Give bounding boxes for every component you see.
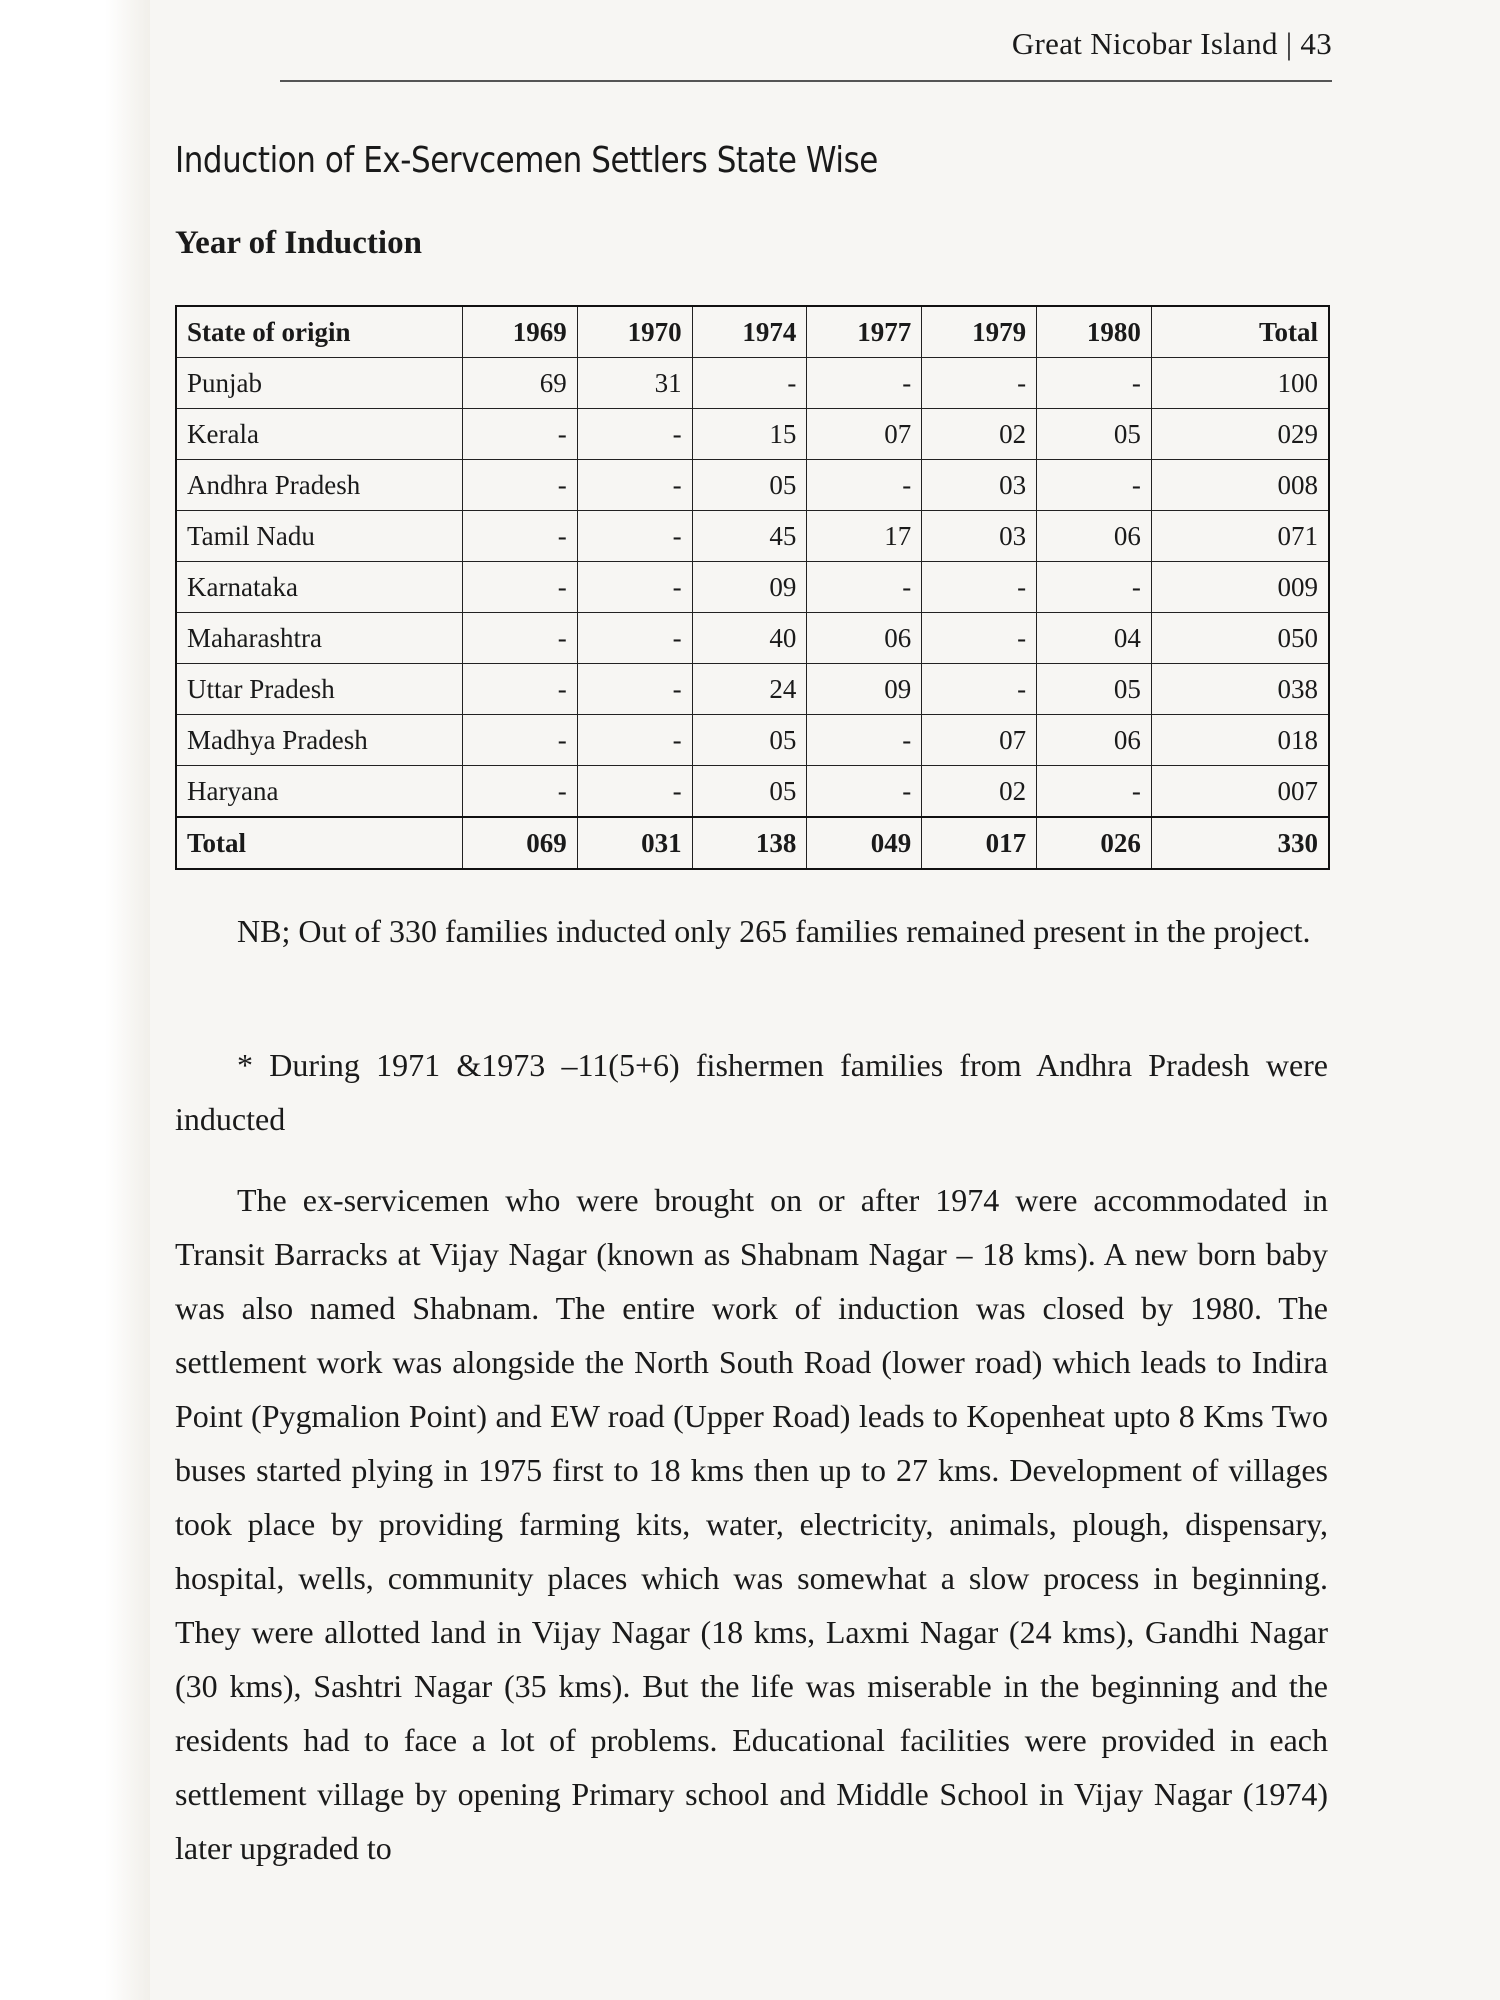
- table-total-row: [176, 817, 1329, 869]
- total-cell: 017: [922, 817, 1037, 869]
- table-subtitle: Year of Induction: [175, 225, 422, 261]
- table-cell: 029: [1151, 409, 1329, 460]
- table-cell: 07: [922, 715, 1037, 766]
- table-cell: 69: [462, 358, 577, 409]
- table-cell: -: [462, 409, 577, 460]
- table-cell: -: [577, 715, 692, 766]
- table-cell: -: [462, 562, 577, 613]
- table-cell: -: [577, 511, 692, 562]
- table-cell: -: [1037, 460, 1152, 511]
- table-cell: -: [807, 358, 922, 409]
- table-row: [176, 358, 1329, 409]
- page-gutter: [0, 0, 150, 2000]
- table-cell: 45: [692, 511, 807, 562]
- table-cell: 05: [692, 715, 807, 766]
- table-row: [176, 664, 1329, 715]
- table-cell: -: [462, 613, 577, 664]
- table-row: [176, 409, 1329, 460]
- nb-paragraph: [175, 904, 1328, 958]
- column-header: 1979: [922, 306, 1037, 358]
- table-cell: -: [692, 358, 807, 409]
- table-cell: 009: [1151, 562, 1329, 613]
- running-head: Great Nicobar Island | 43: [1011, 26, 1332, 61]
- table-cell: 05: [1037, 409, 1152, 460]
- table-header-row: [176, 306, 1329, 358]
- table-cell: -: [807, 562, 922, 613]
- table-cell: -: [1037, 358, 1152, 409]
- table-cell: Kerala: [176, 409, 462, 460]
- main-paragraph: [175, 1173, 1328, 1875]
- table-cell: 02: [922, 409, 1037, 460]
- table-cell: 17: [807, 511, 922, 562]
- table-cell: Uttar Pradesh: [176, 664, 462, 715]
- column-header: 1980: [1037, 306, 1152, 358]
- paragraph-text: The ex-servicemen who were brought on or after 1974 were accommodated in Transit Barracks at Vijay Nagar (known as Shabnam Nagar – 18 kms). A new born baby was also named Shabnam. The entire work of induction was closed by 1980. The settlement work was alongside the North South Road (lower road) which leads to Indira Point (Pygmalion Point) and EW road (Upper Road) leads to Kopenheat upto 8 Kms Two buses started plying in 1975 first to 18 kms then up to 27 kms. Development of villages took place by providing farming kits, water, electricity, animals, plough, dispensary, hospital, wells, community places which was somewhat a slow process in beginning. They were allotted land in Vijay Nagar (18 kms, Laxmi Nagar (24 kms), Gandhi Nagar (30 kms), Sashtri Nagar (35 kms). But the life was miserable in the beginning and the residents had to face a lot of problems. Educational facilities were provided in each settlement village by opening Primary school and Middle School in Vijay Nagar (1974) later upgraded to: [175, 1182, 1328, 1866]
- table-cell: Haryana: [176, 766, 462, 818]
- table-cell: 05: [1037, 664, 1152, 715]
- table-cell: -: [577, 766, 692, 818]
- table-cell: 038: [1151, 664, 1329, 715]
- table-cell: -: [807, 715, 922, 766]
- table-cell: 04: [1037, 613, 1152, 664]
- column-header: Total: [1151, 306, 1329, 358]
- total-cell: Total: [176, 817, 462, 869]
- total-cell: 330: [1151, 817, 1329, 869]
- table-cell: Andhra Pradesh: [176, 460, 462, 511]
- table-cell: -: [807, 460, 922, 511]
- table-cell: Tamil Nadu: [176, 511, 462, 562]
- table-row: [176, 613, 1329, 664]
- table-cell: 05: [692, 460, 807, 511]
- table-cell: 09: [807, 664, 922, 715]
- note-paragraph: [175, 1038, 1328, 1146]
- table-cell: 071: [1151, 511, 1329, 562]
- table-cell: 02: [922, 766, 1037, 818]
- table-cell: -: [462, 766, 577, 818]
- total-cell: 138: [692, 817, 807, 869]
- table-row: [176, 460, 1329, 511]
- table-cell: 008: [1151, 460, 1329, 511]
- table-cell: Maharashtra: [176, 613, 462, 664]
- table-cell: -: [577, 409, 692, 460]
- table-cell: 24: [692, 664, 807, 715]
- table-cell: -: [807, 766, 922, 818]
- table-cell: 03: [922, 460, 1037, 511]
- table-cell: -: [462, 664, 577, 715]
- total-cell: 031: [577, 817, 692, 869]
- table-cell: 15: [692, 409, 807, 460]
- table-cell: 31: [577, 358, 692, 409]
- column-header: State of origin: [176, 306, 462, 358]
- table-cell: 06: [807, 613, 922, 664]
- induction-table: [175, 305, 1330, 870]
- table-cell: -: [922, 358, 1037, 409]
- table-cell: -: [577, 664, 692, 715]
- column-header: 1970: [577, 306, 692, 358]
- table-cell: -: [1037, 562, 1152, 613]
- table-cell: -: [577, 562, 692, 613]
- table-cell: -: [922, 664, 1037, 715]
- table-cell: 007: [1151, 766, 1329, 818]
- table-cell: 03: [922, 511, 1037, 562]
- table-cell: 018: [1151, 715, 1329, 766]
- table-cell: 06: [1037, 715, 1152, 766]
- table-cell: 050: [1151, 613, 1329, 664]
- table-cell: 09: [692, 562, 807, 613]
- table-row: [176, 562, 1329, 613]
- table-cell: 100: [1151, 358, 1329, 409]
- table-cell: -: [462, 511, 577, 562]
- header-rule: [280, 80, 1332, 82]
- table-cell: -: [1037, 766, 1152, 818]
- table-cell: -: [462, 460, 577, 511]
- table-row: [176, 766, 1329, 818]
- table-cell: -: [922, 562, 1037, 613]
- table-cell: Punjab: [176, 358, 462, 409]
- total-cell: 049: [807, 817, 922, 869]
- table-row: [176, 715, 1329, 766]
- total-cell: 069: [462, 817, 577, 869]
- column-header: 1969: [462, 306, 577, 358]
- table-cell: 07: [807, 409, 922, 460]
- section-title: Induction of Ex-Servcemen Settlers State Wise: [175, 140, 878, 181]
- column-header: 1977: [807, 306, 922, 358]
- table-cell: Karnataka: [176, 562, 462, 613]
- table-cell: -: [462, 715, 577, 766]
- paragraph-text: * During 1971 &1973 –11(5+6) fishermen families from Andhra Pradesh were inducted: [175, 1047, 1328, 1137]
- column-header: 1974: [692, 306, 807, 358]
- table-cell: 40: [692, 613, 807, 664]
- total-cell: 026: [1037, 817, 1152, 869]
- table-cell: -: [922, 613, 1037, 664]
- table-cell: -: [577, 613, 692, 664]
- table-cell: 06: [1037, 511, 1152, 562]
- table-row: [176, 511, 1329, 562]
- table-cell: 05: [692, 766, 807, 818]
- table-cell: Madhya Pradesh: [176, 715, 462, 766]
- paragraph-text: NB; Out of 330 families inducted only 265 families remained present in the project.: [237, 913, 1311, 949]
- table-cell: -: [577, 460, 692, 511]
